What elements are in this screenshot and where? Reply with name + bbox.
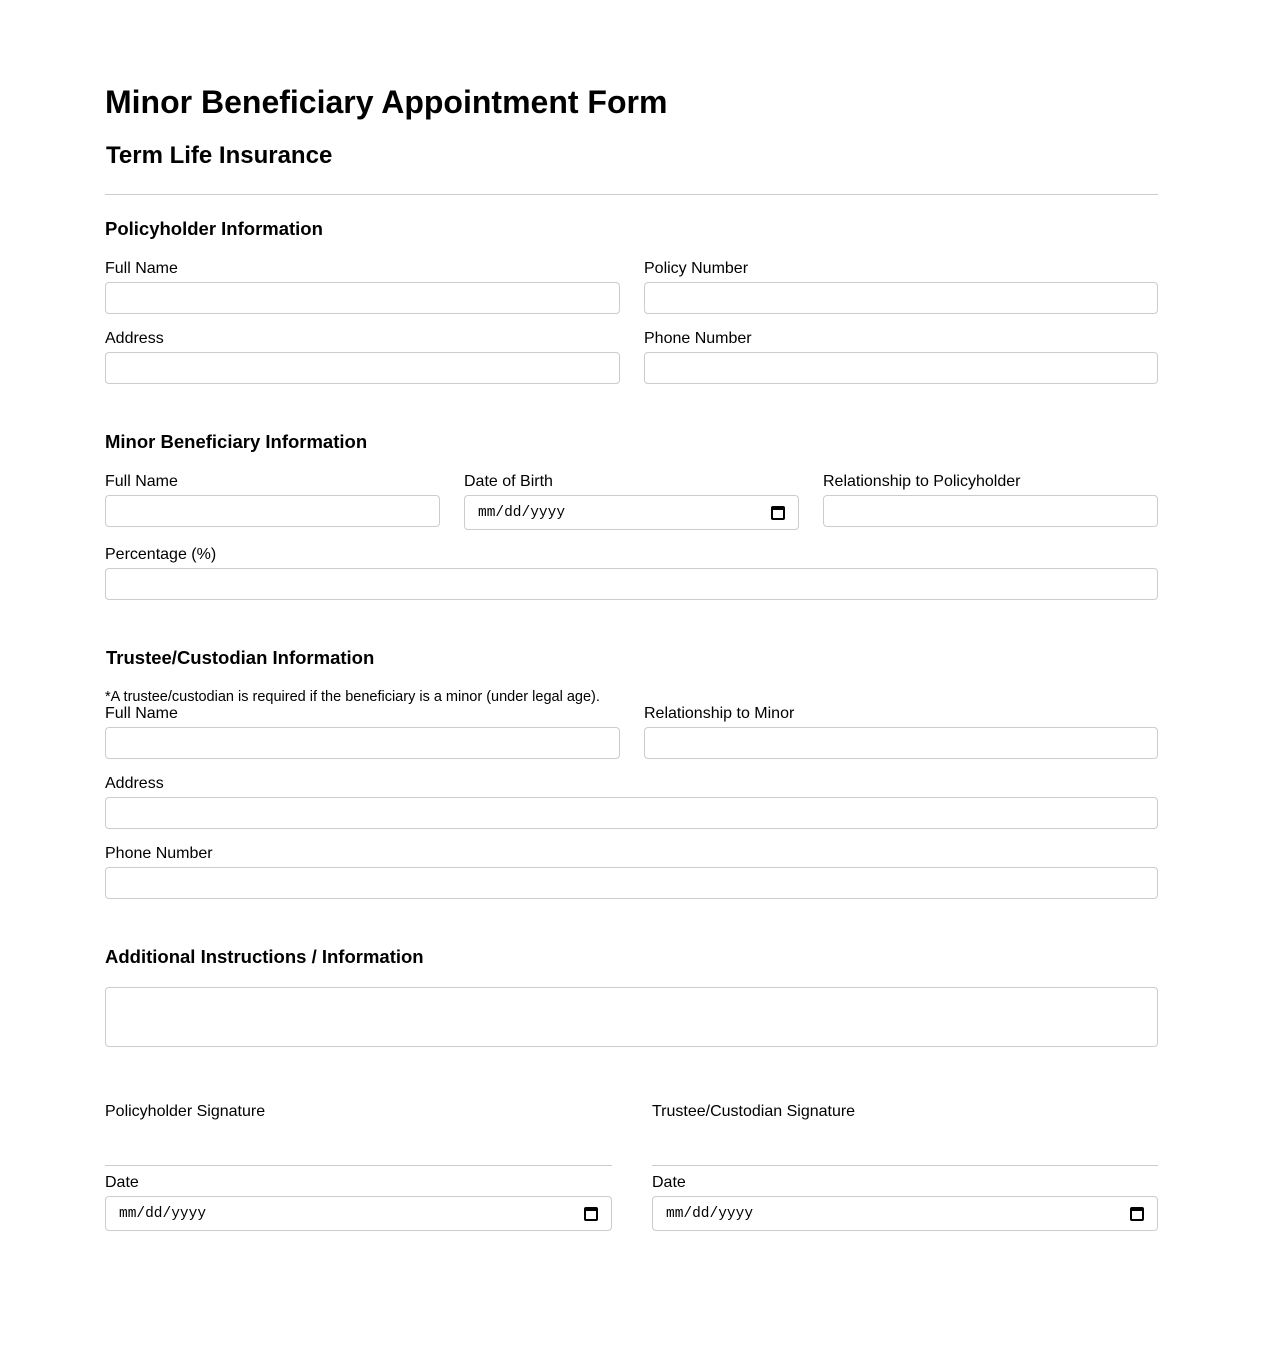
policyholder-date-placeholder: mm/dd/yyyy (119, 1205, 207, 1222)
trustee-phone-label: Phone Number (105, 845, 213, 862)
minor-dob-placeholder: mm/dd/yyyy (478, 504, 566, 521)
calendar-icon[interactable] (1130, 1207, 1144, 1221)
header-divider (105, 194, 1158, 195)
additional-instructions-textarea[interactable] (105, 987, 1158, 1047)
trustee-date-placeholder: mm/dd/yyyy (666, 1205, 754, 1222)
trustee-address-label: Address (105, 775, 164, 792)
minor-percentage-input[interactable] (105, 568, 1158, 600)
policyholder-address-input[interactable] (105, 352, 620, 384)
trustee-phone-input[interactable] (105, 867, 1158, 899)
minor-full-name-input[interactable] (105, 495, 440, 527)
minor-full-name-label: Full Name (105, 473, 178, 490)
trustee-address-input[interactable] (105, 797, 1158, 829)
minor-dob-label: Date of Birth (464, 473, 553, 490)
minor-relationship-label: Relationship to Policyholder (823, 473, 1021, 490)
policyholder-phone-label: Phone Number (644, 330, 752, 347)
section-title-trustee: Trustee/Custodian Information (106, 647, 375, 668)
policyholder-address-label: Address (105, 330, 164, 347)
calendar-icon[interactable] (584, 1207, 598, 1221)
policyholder-date-input[interactable] (105, 1196, 612, 1231)
trustee-relationship-input[interactable] (644, 727, 1158, 759)
trustee-relationship-label: Relationship to Minor (644, 705, 795, 722)
trustee-signature-line[interactable] (652, 1165, 1158, 1166)
policyholder-full-name-input[interactable] (105, 282, 620, 314)
calendar-icon[interactable] (771, 506, 785, 520)
policyholder-full-name-label: Full Name (105, 260, 178, 277)
trustee-date-input[interactable] (652, 1196, 1158, 1231)
section-title-policyholder: Policyholder Information (105, 218, 323, 239)
policyholder-signature-label: Policyholder Signature (105, 1103, 266, 1120)
minor-dob-input[interactable] (464, 495, 799, 530)
trustee-date-label: Date (652, 1174, 686, 1191)
policy-number-label: Policy Number (644, 260, 749, 277)
policy-number-input[interactable] (644, 282, 1158, 314)
trustee-signature-label: Trustee/Custodian Signature (652, 1103, 856, 1120)
page-title: Minor Beneficiary Appointment Form (105, 84, 668, 120)
section-title-additional: Additional Instructions / Information (105, 946, 424, 967)
trustee-full-name-input[interactable] (105, 727, 620, 759)
policyholder-date-label: Date (105, 1174, 139, 1191)
minor-percentage-label: Percentage (%) (105, 546, 217, 563)
minor-relationship-input[interactable] (823, 495, 1158, 527)
trustee-full-name-label: Full Name (105, 705, 178, 722)
page-subtitle: Term Life Insurance (106, 142, 333, 169)
policyholder-signature-line[interactable] (105, 1165, 612, 1166)
trustee-requirement-note: *A trustee/custodian is required if the beneficiary is a minor (under legal age). (105, 689, 600, 705)
section-title-minor-beneficiary: Minor Beneficiary Information (105, 431, 368, 452)
policyholder-phone-input[interactable] (644, 352, 1158, 384)
